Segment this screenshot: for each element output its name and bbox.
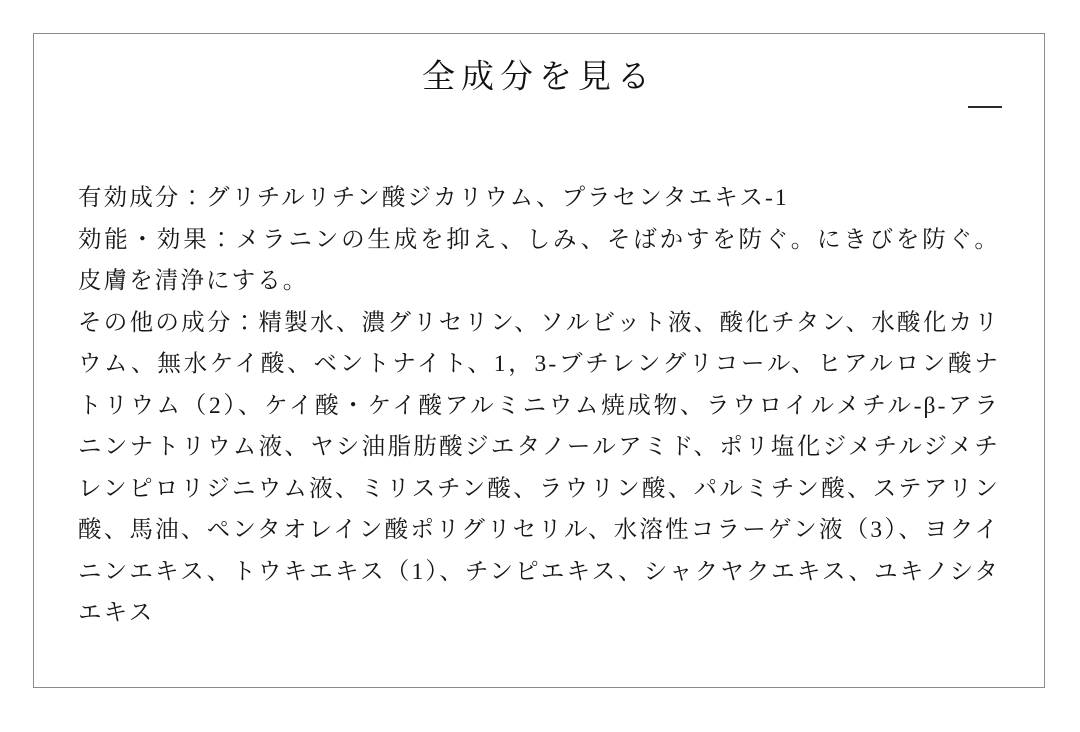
panel-body — [34, 130, 1044, 635]
ingredients-line-2: 効能・効果：メラニンの生成を抑え、しみ、そばかすを防ぐ。にきびを防ぐ。皮膚を清浄にする。 — [78, 226, 1000, 294]
panel-header[interactable] — [34, 34, 1044, 130]
page-title: 全成分を見る — [422, 59, 656, 96]
ingredients-line-3: その他の成分：精製水、濃グリセリン、ソルビット液、酸化チタン、水酸化カリウム、無水ケイ酸、ベントナイト、1，3‐ブチレングリコール、ヒアルロン酸ナトリウム（2）、ケイ酸・ケイ酸アルミニウム焼成物、ラウロイルメチル‐β‐アラニンナトリウム液、ヤシ油脂肪酸ジエタノールアミド、ポリ塩化ジメチルジメチレンピロリジニウム液、ミリスチン酸、ラウリン酸、パルミチン酸、ステアリン酸、馬油、ペンタオレイン酸ポリグリセリル、水溶性コラーゲン液（3）、ヨクイニンエキス、トウキエキス（1）、チンピエキス、シャクヤクエキス、ユキノシタエキス — [78, 309, 1000, 626]
minus-icon[interactable] — [968, 106, 1002, 108]
ingredients-line-1: 有効成分：グリチルリチン酸ジカリウム、プラセンタエキス‐1 — [78, 185, 789, 211]
ingredients-panel — [33, 33, 1045, 688]
